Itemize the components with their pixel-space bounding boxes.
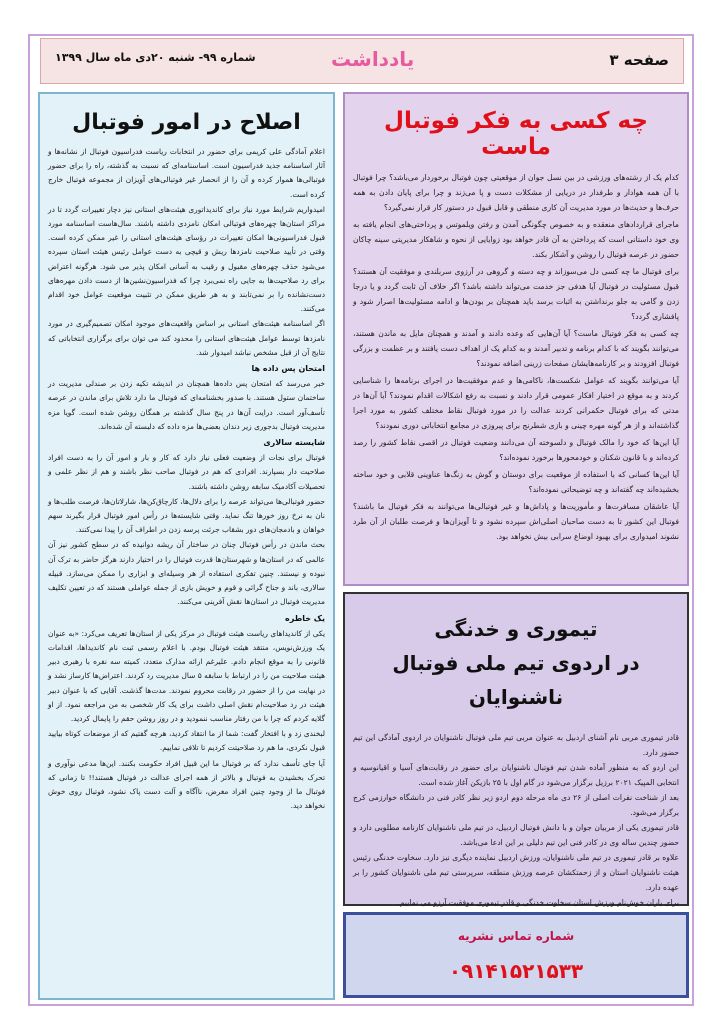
paragraph: قادر تیموری یکی از مربیان جوان و با دانش فوتبال اردبیل، در تیم ملی ناشنوایان کارنامه مطلوبی دارد و حضور چندین ساله وی در کادر فنی این تیم دلیلی بر این ادعا می‌باشد. <box>353 823 679 847</box>
paragraph: حضور فوتبالی‌ها می‌تواند عرصه را برای دلال‌ها، کارچاق‌کن‌ها، شارلاتان‌ها، فرصت طلب‌ها و نان به نرخ روز خورها تنگ نماید. وقتی شایسته‌ها در رأس امور فوتبال قرار بگیرند سهم خواهان و بادمجان‌های دور بشقاب جرئت پرسه زدن در اطراف آن را پیدا نمی‌کنند. <box>48 496 325 535</box>
paragraph: این اردو که به منظور آماده شدن تیم فوتبال ناشنوایان برای حضور در رقابت‌های آسیا و اقیانوسیه و انتخابی المپیک ۲۰۲۱ برزیل برگزار می‌شود در گام اول با ۲۵ بازیکن آغاز شده است. <box>353 763 679 787</box>
page-header <box>40 38 684 84</box>
article-title: چه کسی به فکر فوتبال ماست <box>383 108 649 160</box>
article-football-concern <box>343 92 689 586</box>
page-number: صفحه ۳ <box>609 51 669 69</box>
article-title: اصلاح در امور فوتبال <box>72 110 301 135</box>
paragraph: چه کسی به فکر فوتبال ماست؟ آیا آن‌هایی که وعده دادند و آمدند و همچنان مایل به ماندن هستند، می‌توانند بگویند که با کدام برنامه و تدبیر آمدند و به کدام یک از اهداف دست یافتند و بر عظمت و بزرگی فوتبال افزودند و بر کارنامه‌هایشان صفحات زرینی اضافه نمودند؟ <box>353 329 679 368</box>
contact-phone: ۰۹۱۴۱۵۲۱۵۳۳ <box>448 959 584 983</box>
paragraph: امیدواریم شرایط مورد نیاز برای کاندیداتوری هیئت‌های استانی نیز دچار تغییرات گردد تا در مراکز استان‌ها چهره‌های فوتبالی امکان نامزدی داشته باشند. سال‌هاست اساسنامه مورد قبول فدراسیونی‌ها امکان تغییرات در رؤسای هیئت‌های استانی را غیر ممکن کرده است. وقتی در تأیید صلاحیت نامزدها ریش و قیچی به دست عوامل رئیس هیئت استان سپرده می‌شود حذف چهره‌های مقبول و رقیب به آسانی امکان پذیر می شود. هرگونه اعتراض برای رد صلاحیت‌ها به جایی راه نمی‌برد چرا که فدراسیون‌نشین‌ها از دست دادن مهره‌های دست‌نشانده را بر نمی‌تابند و به هر طریق ممکن در تثبیت موقعیت عوامل خود اقدام می‌کنند. <box>48 204 325 314</box>
paragraph: علاوه بر قادر تیموری در تیم ملی ناشنوایان، ورزش اردبیل نماینده دیگری نیز دارد. سخاوت خدنگی رئیس هیئت ناشنوایان استان و از زحمتکشان عرصه ورزش منطقه، سرپرستی تیم ملی ناشنوایان کشور را بر عهده دارد. <box>353 853 679 892</box>
issue-info: شماره ۹۹- شنبه ۲۰دی ماه سال ۱۳۹۹ <box>55 51 256 64</box>
subheading: شایسته سالاری <box>263 438 325 448</box>
subheading: امتحان پس داده ها <box>251 364 325 374</box>
contact-label: شماره تماس نشریه <box>457 929 575 943</box>
subheading: یک خاطره <box>285 613 325 623</box>
article-title <box>353 612 679 714</box>
paragraph: ماجرای قراردادهای منعقده و به خصوص چگونگی آمدن و رفتن ویلموتس و پرداختی‌های انجام یافته به وی خود داستانی است که پرداختن به آن قادر خواهد بود زوایایی از نحوه و شاهکار مدیریتی سینه چاکان حضور در عرصه فوتبال را روشن و آشکار بکند. <box>353 220 679 259</box>
paragraph: بحث ماندن در رأس فوتبال چنان در ساختار آن ریشه دوانیده که در سطح کشور نیز آن عالمی که در استان‌ها و شهرستان‌ها قدرت فوتبال را در اختیار دارند هرگز حاضر به ترک آن نبوده و نیستند. چنین تفکری استفاده از هر وسیله‌ای و ابزاری را ممکن می‌سازد. قبیله سالاری، باند و جناح گرائی و قوم و خویش بازی از جمله عواملی هستند که در تعیین تکلیف مدیریت فوتبال در استان‌ها نقش آفرینی می‌کنند. <box>48 540 325 607</box>
paragraph: قادر تیموری مربی نام آشنای اردبیل به عنوان مربی تیم ملی فوتبال ناشنوایان در اردوی آمادگی این تیم حضور دارد. <box>353 733 679 757</box>
paragraph: کدام یک از رشته‌های ورزشی در بین نسل جوان از موقعیتی چون فوتبال برخوردار می‌باشد؟ چرا فوتبال با آن همه هوادار و طرفدار در دریایی از مشکلات دست و پا می‌زند و چرا برای پایان دادن به همه حرف‌ها و حدیث‌ها در مورد مدیریت آن کاری منطقی و قابل قبول در دستور کار قرار نمی‌گیرد؟ <box>353 173 679 212</box>
article-body <box>353 170 679 544</box>
paragraph: فوتبال برای نجات از وضعیت فعلی نیاز دارد که کار و بار و امور آن را به دست افراد صلاحیت دار بسپارند. افرادی که هم در فوتبال صاحب نظر باشند و هم از نظر علمی و تحصیلات آکادمیک سابقه روشن داشته باشند. <box>48 453 325 491</box>
paragraph: آیا جای تأسف ندارد که بر فوتبال ما این قبیل افراد حکومت بکنند. این‌ها مدعی نوآوری و تحرک بخشیدن به فوتبال و بالاتر از همه اجرای عدالت در فوتبال هستند!! تا زمانی که فوتبال ما از وجود چنین افراد مغرض، ناآگاه و آلت دست پاک نشود، فوتبال روی خوش نخواهد دید. <box>48 758 325 811</box>
title-line-2: در اردوی تیم ملی فوتبال ناشنوایان <box>392 651 640 709</box>
paragraph: خبر می‌رسد که امتحان پس داده‌ها همچنان در اندیشه تکیه زدن بر صندلی مدیریت در ساختمان ستول هستند. با صدور بخشنامه‌ای که فوتبال ما دارد تلاش برای ماندن در عرصه تأسف‌آور است. درایت آن‌ها در پنج سال گذشته بر همگان روشن شده است. گویا مزه مدیریت فوتبال بدجوری زیر دندان بعضی‌ها مزه داده که دلبسته آن شده‌اند. <box>48 379 325 431</box>
paragraph: برای یاران خوش‌نام ورزش استان سخاوت خدنگی و قادر تیموری موفقیت آرزو می نماییم. <box>397 898 679 907</box>
paragraph: اعلام آمادگی علی کریمی برای حضور در انتخابات ریاست فدراسیون فوتبال از نشانه‌ها و آثار اساسنامه جدید فدراسیون است. اساسنامه‌ای که نسبت به گذشته، راه را برای حضور فوتبالی‌ها هموار کرده و آن را از انحصار غیر فوتبالی‌های آویزان از مجموعه فوتبال خارج کرده است. <box>48 147 325 199</box>
section-title: یادداشت <box>331 47 415 71</box>
article-body <box>353 730 679 910</box>
article-deaf-team <box>343 592 689 906</box>
paragraph: یکی از کاندیداهای ریاست هیئت فوتبال در مرکز یکی از استان‌ها تعریف می‌کرد: «به عنوان یک ورزش‌نویس، منتقد هیئت فوتبال بودم. با اعلام رسمی ثبت نام کاندیداها، اقدامات قانونی را به موقع انجام دادم. علیرغم ارائه مدارک متعدد، کمیته سه نفره با رهبری دبیر هیئت صلاحیت من را در ارتباط با سابقه ۵ سال مدیریت رد کردند. اعتراض‌ها کارساز نشد و در نهایت من را از حضور در رقابت محروم نمودند. مدت‌ها گذشت. آقایی که با عنوان دبیر هیئت در رد صلاحیت‌ام نقش اصلی داشت برای یک کار شخصی به من مراجعه نمود. از او گلایه کردم که چرا با من رفتار مناسب ننمودید و در روز روشن حقم را پایمال کردید. <box>48 628 325 723</box>
paragraph: لبخندی زد و با افتخار گفت: شما از ما انتقاد کردید، هرچه گفتیم که از موضعات کوتاه بیایید قبول نکردی، ما هم رد صلاحیتت کردیم تا تلافی نماییم. <box>48 729 325 753</box>
title-line-1: تیموری و خدنگی <box>434 617 598 641</box>
paragraph: آیا می‌توانند بگویند که عوامل شکست‌ها، ناکامی‌ها و عدم موفقیت‌ها در اجرای برنامه‌ها را شناسایی کردند و به موقع در اختیار افکار عمومی قرار دادند و نسبت به رفع اشکالات اقدام نمودند؟ آیا آن‌ها در مدتی که برای فوتبال حکمرانی کردند عدالت را در مورد فوتبال نقاط مختلف کشور به مورد اجرا گذاشته‌اند و از هر گونه مهره چینی و بازی شطرنج برای پیروزی در مجامع انتخاباتی دوری نمودند؟ <box>353 376 679 430</box>
article-body <box>48 145 325 813</box>
contact-box <box>343 912 689 998</box>
paragraph: برای فوتبال ما چه کسی دل می‌سوزاند و چه دسته و گروهی در آرزوی سربلندی و موفقیت آن هستند؟ قبول مسئولیت در فوتبال آیا هدفی جز خدمت می‌تواند داشته باشد؟ اگر خلاف آن ثابت گردد و یا درجا زدن و گامی به جلو برنداشتن به اثبات برسد باید همچنان بر بودن‌ها و ادامه مسئولیت‌ها اصرار شود و پافشاری گردد؟ <box>353 267 679 321</box>
paragraph: بعد از شناخت نفرات اصلی از ۲۶ دی ماه مرحله دوم اردو زیر نظر کادر فنی در دانشگاه خوارزمی کرج برگزار می‌شود. <box>353 793 679 817</box>
paragraph: آیا این‌ها که خود را مالک فوتبال و دلسوخته آن می‌دانند وضعیت فوتبال در اقصی نقاط کشور را رصد کرده‌اند و با قانون شکنان و خودمحورها برخورد نموده‌اند؟ <box>353 438 679 462</box>
paragraph: آیا عاشقان مسافرت‌ها و مأموریت‌ها و پاداش‌ها و غیر فوتبالی‌ها می‌توانند به فکر فوتبال ما باشند؟ فوتبال این کشور تا به دست صاحبان اصلی‌اش سپرده نشود و تا آویزان‌ها و فرصت طلبان از آن طرد نشوند امیدواری برای بهبود اوضاع سرابی بیش نخواهد بود. <box>353 502 679 541</box>
article-football-reform <box>38 92 335 1000</box>
paragraph: اگر اساسنامه هیئت‌های استانی بر اساس واقعیت‌های موجود امکان تصمیم‌گیری در مورد نامزدها توسط عوامل هیئت‌های استانی را محدود کند می توان برای برگزاری انتخاباتی که نتایج آن از قبل مشخص نباشد امیدوار شد. <box>48 319 325 357</box>
paragraph: آیا این‌ها کسانی که با استفاده از موقعیت برای دوستان و گوش به زنگ‌ها عناوینی قلابی و خود ساخته بخشیده‌اند چه گفته‌اند و چه توضیحاتی نموده‌اند؟ <box>353 470 679 494</box>
